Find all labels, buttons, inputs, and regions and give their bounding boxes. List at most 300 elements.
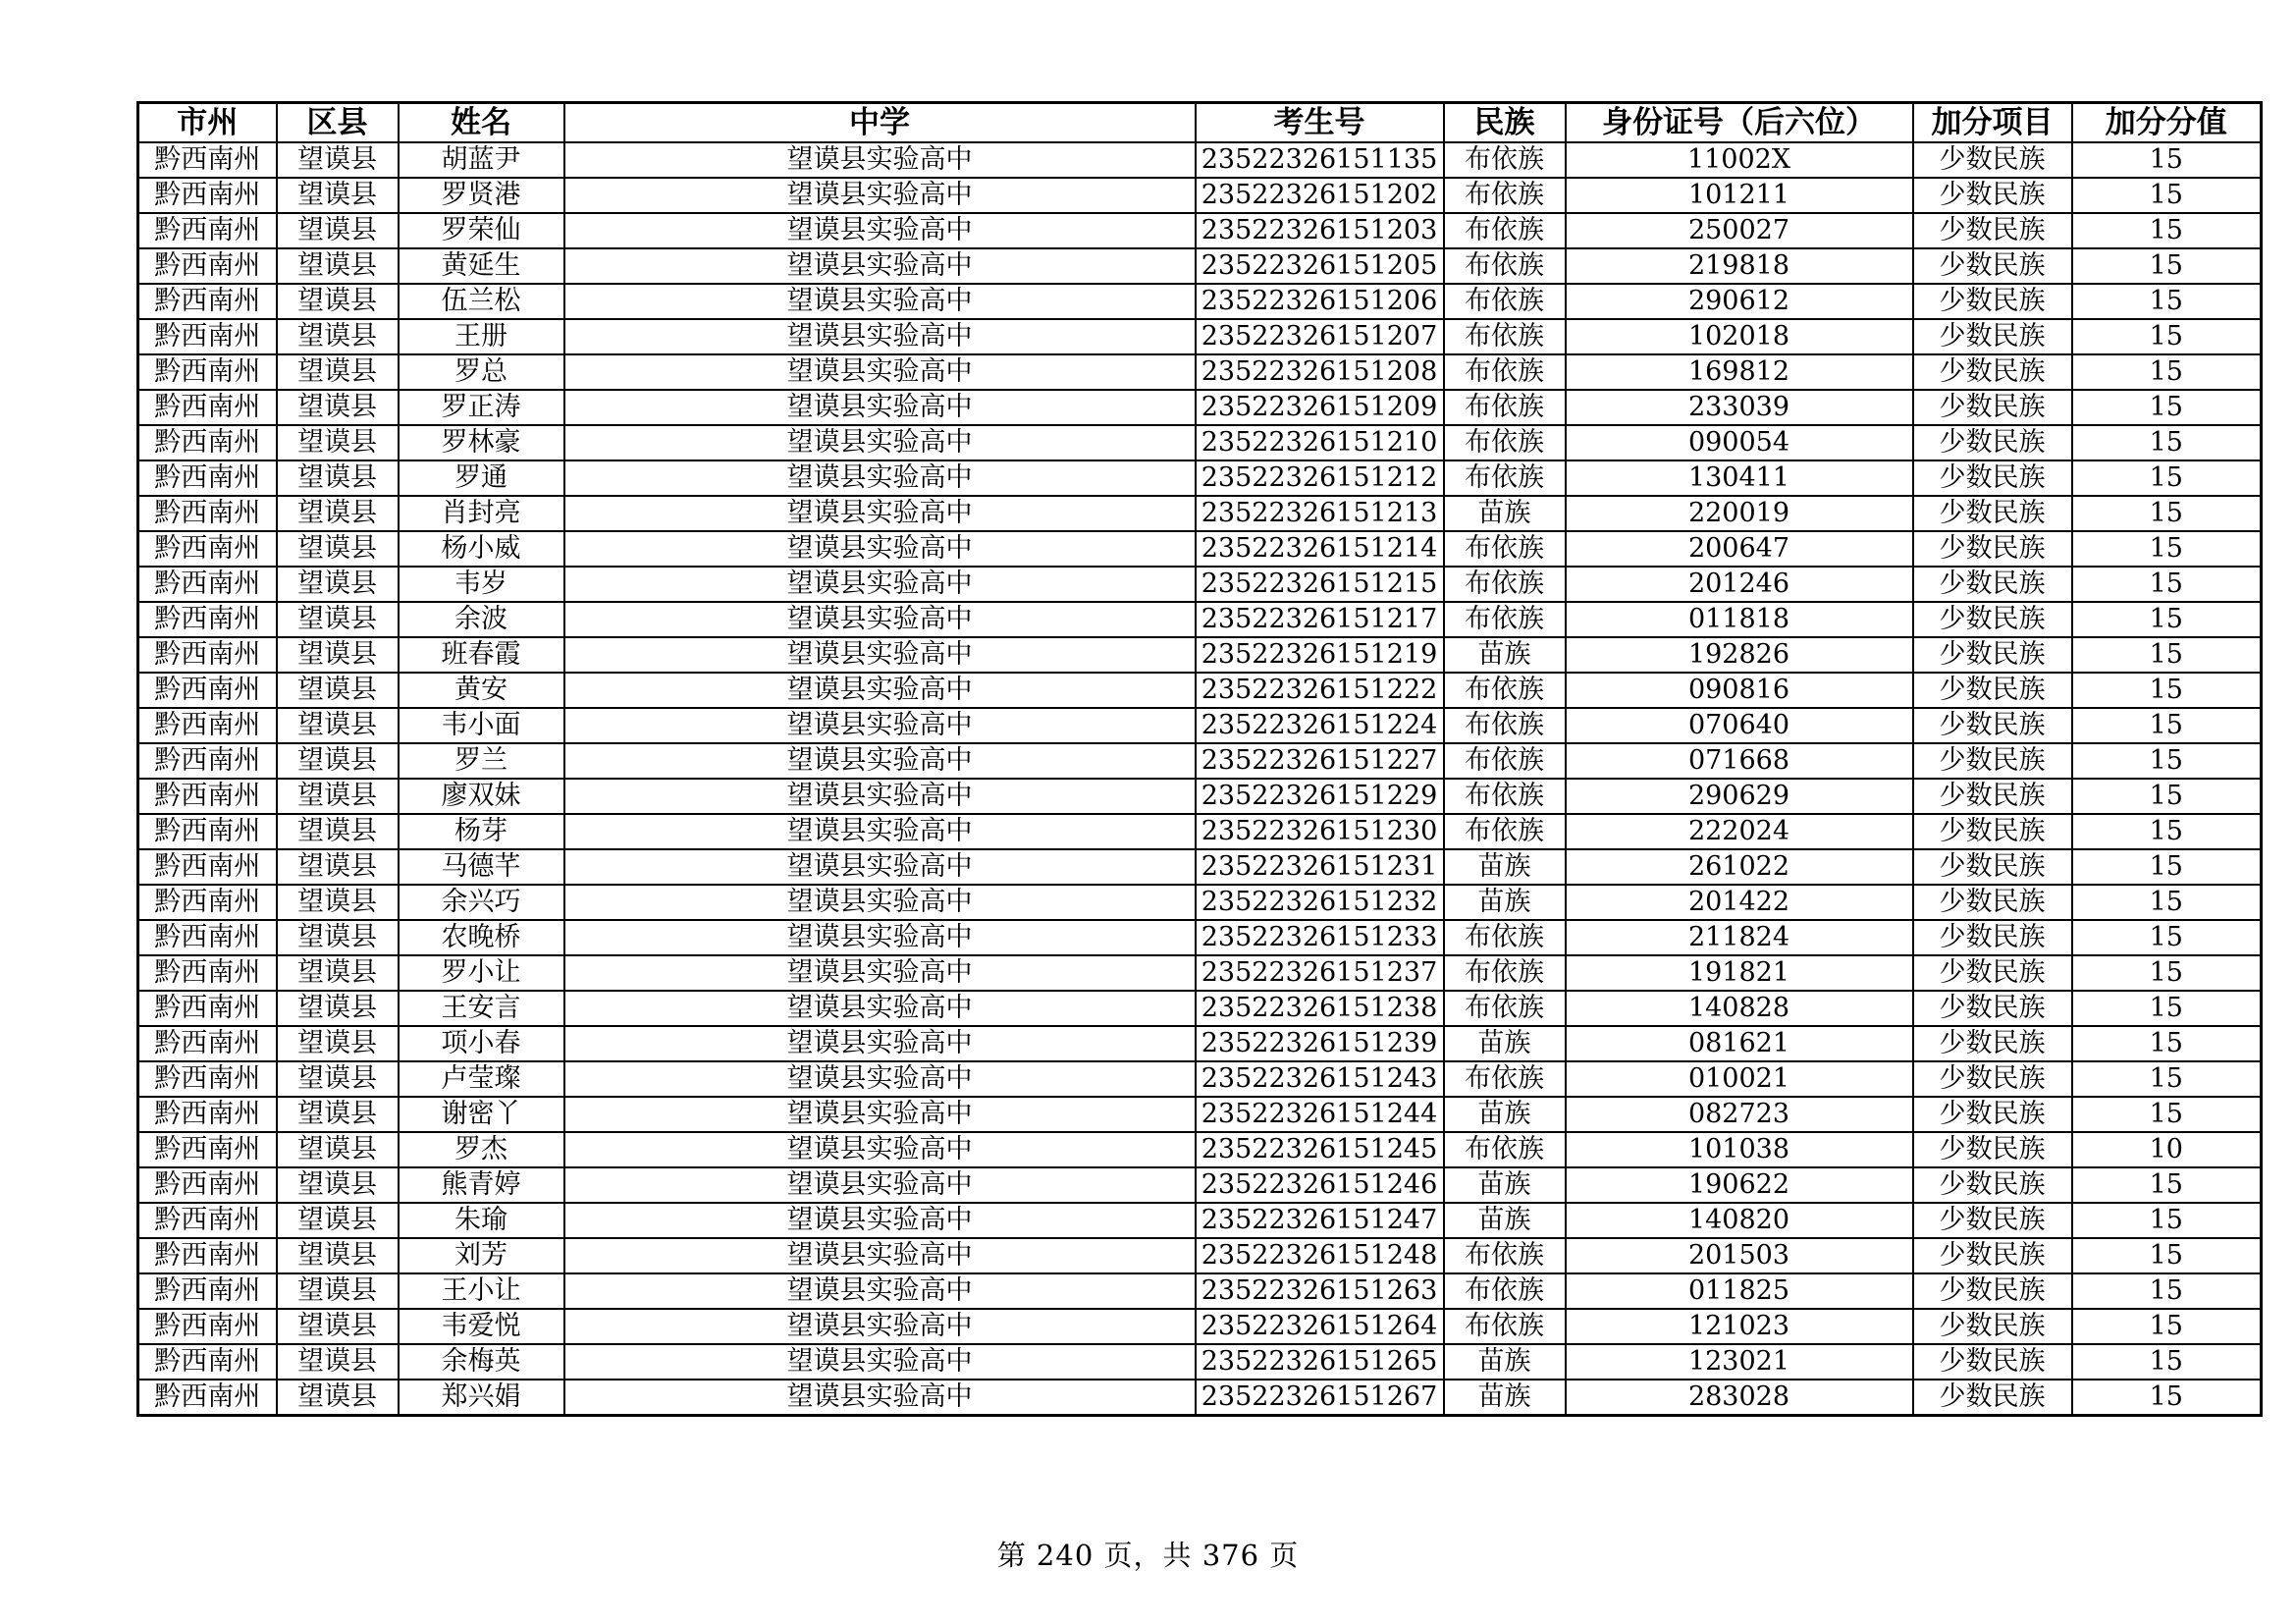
id-suffix-cell: 211824 [1566, 920, 1913, 955]
name-cell: 肖封亮 [399, 496, 564, 531]
county-cell: 望谟县 [277, 1203, 399, 1238]
bonus-item-cell: 少数民族 [1913, 1203, 2072, 1238]
city-cell: 黔西南州 [138, 1132, 277, 1167]
bonus-item-cell: 少数民族 [1913, 920, 2072, 955]
city-cell: 黔西南州 [138, 673, 277, 708]
bonus-item-cell: 少数民族 [1913, 673, 2072, 708]
county-cell: 望谟县 [277, 1238, 399, 1273]
school-cell: 望谟县实验高中 [564, 178, 1196, 213]
candidate-number-cell: 23522326151203 [1196, 213, 1444, 248]
city-cell: 黔西南州 [138, 390, 277, 425]
county-cell: 望谟县 [277, 284, 399, 319]
column-header-bonus-item: 加分项目 [1913, 103, 2072, 143]
city-cell: 黔西南州 [138, 1167, 277, 1203]
county-cell: 望谟县 [277, 955, 399, 991]
table-row [138, 531, 2262, 567]
ethnicity-cell: 布依族 [1444, 460, 1566, 496]
city-cell: 黔西南州 [138, 531, 277, 567]
table-row [138, 920, 2262, 955]
school-cell: 望谟县实验高中 [564, 1273, 1196, 1309]
city-cell: 黔西南州 [138, 1273, 277, 1309]
table-row [138, 885, 2262, 920]
ethnicity-cell: 苗族 [1444, 849, 1566, 885]
column-header-id-suffix: 身份证号（后六位） [1566, 103, 1913, 143]
candidate-number-cell: 23522326151230 [1196, 814, 1444, 849]
candidate-number-cell: 23522326151206 [1196, 284, 1444, 319]
name-cell: 韦岁 [399, 567, 564, 602]
school-cell: 望谟县实验高中 [564, 354, 1196, 390]
bonus-points-cell: 15 [2072, 531, 2262, 567]
ethnicity-cell: 布依族 [1444, 284, 1566, 319]
school-cell: 望谟县实验高中 [564, 460, 1196, 496]
name-cell: 罗正涛 [399, 390, 564, 425]
id-suffix-cell: 190622 [1566, 1167, 1913, 1203]
bonus-points-cell: 15 [2072, 1380, 2262, 1416]
school-cell: 望谟县实验高中 [564, 637, 1196, 673]
name-cell: 罗兰 [399, 743, 564, 779]
table-body [138, 142, 2262, 1416]
candidate-number-cell: 23522326151237 [1196, 955, 1444, 991]
county-cell: 望谟县 [277, 1097, 399, 1132]
ethnicity-cell: 布依族 [1444, 991, 1566, 1026]
bonus-item-cell: 少数民族 [1913, 284, 2072, 319]
column-header-candidate-number: 考生号 [1196, 103, 1444, 143]
name-cell: 朱瑜 [399, 1203, 564, 1238]
bonus-item-cell: 少数民族 [1913, 602, 2072, 637]
bonus-item-cell: 少数民族 [1913, 567, 2072, 602]
bonus-item-cell: 少数民族 [1913, 743, 2072, 779]
name-cell: 罗荣仙 [399, 213, 564, 248]
table-row [138, 460, 2262, 496]
county-cell: 望谟县 [277, 1273, 399, 1309]
id-suffix-cell: 082723 [1566, 1097, 1913, 1132]
name-cell: 罗总 [399, 354, 564, 390]
ethnicity-cell: 布依族 [1444, 955, 1566, 991]
bonus-points-cell: 15 [2072, 1026, 2262, 1061]
name-cell: 廖双妹 [399, 779, 564, 814]
id-suffix-cell: 011825 [1566, 1273, 1913, 1309]
ethnicity-cell: 布依族 [1444, 920, 1566, 955]
city-cell: 黔西南州 [138, 567, 277, 602]
table-row [138, 1273, 2262, 1309]
bonus-item-cell: 少数民族 [1913, 1132, 2072, 1167]
ethnicity-cell: 苗族 [1444, 1026, 1566, 1061]
candidate-number-cell: 23522326151210 [1196, 425, 1444, 460]
school-cell: 望谟县实验高中 [564, 142, 1196, 178]
id-suffix-cell: 010021 [1566, 1061, 1913, 1097]
name-cell: 班春霞 [399, 637, 564, 673]
ethnicity-cell: 苗族 [1444, 1344, 1566, 1380]
id-suffix-cell: 101211 [1566, 178, 1913, 213]
name-cell: 项小春 [399, 1026, 564, 1061]
bonus-item-cell: 少数民族 [1913, 991, 2072, 1026]
bonus-points-cell: 15 [2072, 496, 2262, 531]
bonus-points-cell: 15 [2072, 1203, 2262, 1238]
county-cell: 望谟县 [277, 779, 399, 814]
bonus-points-cell: 15 [2072, 1167, 2262, 1203]
bonus-item-cell: 少数民族 [1913, 955, 2072, 991]
name-cell: 王小让 [399, 1273, 564, 1309]
bonus-item-cell: 少数民族 [1913, 496, 2072, 531]
city-cell: 黔西南州 [138, 1097, 277, 1132]
county-cell: 望谟县 [277, 743, 399, 779]
city-cell: 黔西南州 [138, 1380, 277, 1416]
city-cell: 黔西南州 [138, 1203, 277, 1238]
table-row [138, 1167, 2262, 1203]
bonus-points-cell: 10 [2072, 1132, 2262, 1167]
ethnicity-cell: 布依族 [1444, 673, 1566, 708]
candidate-number-cell: 23522326151267 [1196, 1380, 1444, 1416]
school-cell: 望谟县实验高中 [564, 955, 1196, 991]
bonus-item-cell: 少数民族 [1913, 1238, 2072, 1273]
school-cell: 望谟县实验高中 [564, 779, 1196, 814]
ethnicity-cell: 苗族 [1444, 1380, 1566, 1416]
bonus-item-cell: 少数民族 [1913, 849, 2072, 885]
school-cell: 望谟县实验高中 [564, 849, 1196, 885]
bonus-points-cell: 15 [2072, 1061, 2262, 1097]
school-cell: 望谟县实验高中 [564, 531, 1196, 567]
bonus-points-cell: 15 [2072, 743, 2262, 779]
county-cell: 望谟县 [277, 1132, 399, 1167]
ethnicity-cell: 苗族 [1444, 1097, 1566, 1132]
table-row [138, 248, 2262, 284]
bonus-item-cell: 少数民族 [1913, 390, 2072, 425]
school-cell: 望谟县实验高中 [564, 496, 1196, 531]
county-cell: 望谟县 [277, 531, 399, 567]
county-cell: 望谟县 [277, 991, 399, 1026]
county-cell: 望谟县 [277, 425, 399, 460]
table-row [138, 1132, 2262, 1167]
id-suffix-cell: 201246 [1566, 567, 1913, 602]
bonus-item-cell: 少数民族 [1913, 1061, 2072, 1097]
ethnicity-cell: 布依族 [1444, 779, 1566, 814]
table-row [138, 213, 2262, 248]
bonus-item-cell: 少数民族 [1913, 460, 2072, 496]
bonus-points-cell: 15 [2072, 248, 2262, 284]
school-cell: 望谟县实验高中 [564, 567, 1196, 602]
bonus-points-cell: 15 [2072, 673, 2262, 708]
bonus-points-cell: 15 [2072, 213, 2262, 248]
id-suffix-cell: 192826 [1566, 637, 1913, 673]
id-suffix-cell: 071668 [1566, 743, 1913, 779]
id-suffix-cell: 123021 [1566, 1344, 1913, 1380]
candidate-number-cell: 23522326151224 [1196, 708, 1444, 743]
id-suffix-cell: 261022 [1566, 849, 1913, 885]
candidate-number-cell: 23522326151233 [1196, 920, 1444, 955]
candidate-number-cell: 23522326151246 [1196, 1167, 1444, 1203]
table-row [138, 1203, 2262, 1238]
city-cell: 黔西南州 [138, 920, 277, 955]
table-row [138, 1238, 2262, 1273]
name-cell: 罗杰 [399, 1132, 564, 1167]
candidate-number-cell: 23522326151219 [1196, 637, 1444, 673]
table-row [138, 637, 2262, 673]
id-suffix-cell: 090054 [1566, 425, 1913, 460]
table-row [138, 955, 2262, 991]
city-cell: 黔西南州 [138, 743, 277, 779]
name-cell: 农晚桥 [399, 920, 564, 955]
city-cell: 黔西南州 [138, 1344, 277, 1380]
bonus-item-cell: 少数民族 [1913, 637, 2072, 673]
name-cell: 伍兰松 [399, 284, 564, 319]
county-cell: 望谟县 [277, 142, 399, 178]
name-cell: 罗通 [399, 460, 564, 496]
school-cell: 望谟县实验高中 [564, 1238, 1196, 1273]
table-row [138, 425, 2262, 460]
school-cell: 望谟县实验高中 [564, 673, 1196, 708]
candidate-number-cell: 23522326151227 [1196, 743, 1444, 779]
city-cell: 黔西南州 [138, 1026, 277, 1061]
bonus-item-cell: 少数民族 [1913, 885, 2072, 920]
candidate-number-cell: 23522326151243 [1196, 1061, 1444, 1097]
bonus-item-cell: 少数民族 [1913, 248, 2072, 284]
ethnicity-cell: 布依族 [1444, 425, 1566, 460]
school-cell: 望谟县实验高中 [564, 743, 1196, 779]
county-cell: 望谟县 [277, 319, 399, 354]
id-suffix-cell: 220019 [1566, 496, 1913, 531]
candidate-number-cell: 23522326151212 [1196, 460, 1444, 496]
county-cell: 望谟县 [277, 567, 399, 602]
city-cell: 黔西南州 [138, 142, 277, 178]
table-row [138, 1309, 2262, 1344]
ethnicity-cell: 苗族 [1444, 637, 1566, 673]
table-row [138, 319, 2262, 354]
table-row [138, 779, 2262, 814]
candidate-number-cell: 23522326151222 [1196, 673, 1444, 708]
bonus-item-cell: 少数民族 [1913, 531, 2072, 567]
id-suffix-cell: 081621 [1566, 1026, 1913, 1061]
id-suffix-cell: 219818 [1566, 248, 1913, 284]
ethnicity-cell: 布依族 [1444, 390, 1566, 425]
city-cell: 黔西南州 [138, 1309, 277, 1344]
city-cell: 黔西南州 [138, 1238, 277, 1273]
school-cell: 望谟县实验高中 [564, 1061, 1196, 1097]
school-cell: 望谟县实验高中 [564, 920, 1196, 955]
school-cell: 望谟县实验高中 [564, 1380, 1196, 1416]
bonus-points-cell: 15 [2072, 991, 2262, 1026]
table-row [138, 1026, 2262, 1061]
bonus-item-cell: 少数民族 [1913, 1344, 2072, 1380]
candidate-number-cell: 23522326151217 [1196, 602, 1444, 637]
candidate-number-cell: 23522326151215 [1196, 567, 1444, 602]
bonus-item-cell: 少数民族 [1913, 319, 2072, 354]
bonus-item-cell: 少数民族 [1913, 142, 2072, 178]
city-cell: 黔西南州 [138, 178, 277, 213]
candidate-bonus-table [136, 101, 2263, 1417]
bonus-item-cell: 少数民族 [1913, 1097, 2072, 1132]
id-suffix-cell: 233039 [1566, 390, 1913, 425]
bonus-points-cell: 15 [2072, 567, 2262, 602]
table-row [138, 1380, 2262, 1416]
candidate-number-cell: 23522326151205 [1196, 248, 1444, 284]
bonus-item-cell: 少数民族 [1913, 708, 2072, 743]
ethnicity-cell: 布依族 [1444, 567, 1566, 602]
bonus-points-cell: 15 [2072, 779, 2262, 814]
column-header-county: 区县 [277, 103, 399, 143]
column-header-city: 市州 [138, 103, 277, 143]
county-cell: 望谟县 [277, 248, 399, 284]
ethnicity-cell: 布依族 [1444, 743, 1566, 779]
ethnicity-cell: 布依族 [1444, 248, 1566, 284]
name-cell: 罗林豪 [399, 425, 564, 460]
city-cell: 黔西南州 [138, 319, 277, 354]
ethnicity-cell: 布依族 [1444, 602, 1566, 637]
candidate-number-cell: 23522326151229 [1196, 779, 1444, 814]
id-suffix-cell: 191821 [1566, 955, 1913, 991]
id-suffix-cell: 130411 [1566, 460, 1913, 496]
school-cell: 望谟县实验高中 [564, 602, 1196, 637]
city-cell: 黔西南州 [138, 496, 277, 531]
school-cell: 望谟县实验高中 [564, 319, 1196, 354]
name-cell: 余梅英 [399, 1344, 564, 1380]
county-cell: 望谟县 [277, 602, 399, 637]
id-suffix-cell: 283028 [1566, 1380, 1913, 1416]
ethnicity-cell: 布依族 [1444, 178, 1566, 213]
table-row [138, 1344, 2262, 1380]
bonus-points-cell: 15 [2072, 602, 2262, 637]
bonus-item-cell: 少数民族 [1913, 1273, 2072, 1309]
bonus-points-cell: 15 [2072, 708, 2262, 743]
id-suffix-cell: 200647 [1566, 531, 1913, 567]
county-cell: 望谟县 [277, 1380, 399, 1416]
id-suffix-cell: 250027 [1566, 213, 1913, 248]
school-cell: 望谟县实验高中 [564, 1167, 1196, 1203]
school-cell: 望谟县实验高中 [564, 213, 1196, 248]
table-row [138, 743, 2262, 779]
bonus-points-cell: 15 [2072, 1309, 2262, 1344]
name-cell: 韦爱悦 [399, 1309, 564, 1344]
table-row [138, 849, 2262, 885]
bonus-points-cell: 15 [2072, 1344, 2262, 1380]
county-cell: 望谟县 [277, 496, 399, 531]
candidate-number-cell: 23522326151209 [1196, 390, 1444, 425]
school-cell: 望谟县实验高中 [564, 1344, 1196, 1380]
id-suffix-cell: 102018 [1566, 319, 1913, 354]
ethnicity-cell: 苗族 [1444, 885, 1566, 920]
ethnicity-cell: 苗族 [1444, 1203, 1566, 1238]
candidate-number-cell: 23522326151232 [1196, 885, 1444, 920]
city-cell: 黔西南州 [138, 637, 277, 673]
county-cell: 望谟县 [277, 708, 399, 743]
school-cell: 望谟县实验高中 [564, 1097, 1196, 1132]
city-cell: 黔西南州 [138, 779, 277, 814]
name-cell: 刘芳 [399, 1238, 564, 1273]
ethnicity-cell: 苗族 [1444, 1167, 1566, 1203]
city-cell: 黔西南州 [138, 708, 277, 743]
school-cell: 望谟县实验高中 [564, 284, 1196, 319]
id-suffix-cell: 290629 [1566, 779, 1913, 814]
table-row [138, 354, 2262, 390]
id-suffix-cell: 222024 [1566, 814, 1913, 849]
bonus-points-cell: 15 [2072, 319, 2262, 354]
county-cell: 望谟县 [277, 673, 399, 708]
bonus-item-cell: 少数民族 [1913, 1380, 2072, 1416]
county-cell: 望谟县 [277, 1026, 399, 1061]
ethnicity-cell: 布依族 [1444, 1132, 1566, 1167]
county-cell: 望谟县 [277, 814, 399, 849]
county-cell: 望谟县 [277, 1309, 399, 1344]
table-header-row [138, 103, 2262, 143]
city-cell: 黔西南州 [138, 849, 277, 885]
county-cell: 望谟县 [277, 637, 399, 673]
table-row [138, 390, 2262, 425]
school-cell: 望谟县实验高中 [564, 1203, 1196, 1238]
name-cell: 黄延生 [399, 248, 564, 284]
name-cell: 黄安 [399, 673, 564, 708]
candidate-number-cell: 23522326151239 [1196, 1026, 1444, 1061]
candidate-number-cell: 23522326151238 [1196, 991, 1444, 1026]
ethnicity-cell: 布依族 [1444, 354, 1566, 390]
candidate-number-cell: 23522326151248 [1196, 1238, 1444, 1273]
bonus-points-cell: 15 [2072, 1238, 2262, 1273]
name-cell: 熊青婷 [399, 1167, 564, 1203]
candidate-number-cell: 23522326151244 [1196, 1097, 1444, 1132]
county-cell: 望谟县 [277, 178, 399, 213]
county-cell: 望谟县 [277, 1344, 399, 1380]
page-number: 第 240 页，共 376 页 [996, 1539, 1300, 1572]
table-row [138, 814, 2262, 849]
id-suffix-cell: 140828 [1566, 991, 1913, 1026]
bonus-points-cell: 15 [2072, 354, 2262, 390]
city-cell: 黔西南州 [138, 248, 277, 284]
name-cell: 王安言 [399, 991, 564, 1026]
school-cell: 望谟县实验高中 [564, 991, 1196, 1026]
school-cell: 望谟县实验高中 [564, 814, 1196, 849]
candidate-number-cell: 23522326151213 [1196, 496, 1444, 531]
bonus-points-cell: 15 [2072, 849, 2262, 885]
name-cell: 罗小让 [399, 955, 564, 991]
city-cell: 黔西南州 [138, 991, 277, 1026]
ethnicity-cell: 布依族 [1444, 814, 1566, 849]
table-row [138, 284, 2262, 319]
candidate-number-cell: 23522326151214 [1196, 531, 1444, 567]
county-cell: 望谟县 [277, 354, 399, 390]
school-cell: 望谟县实验高中 [564, 390, 1196, 425]
candidate-number-cell: 23522326151245 [1196, 1132, 1444, 1167]
city-cell: 黔西南州 [138, 1061, 277, 1097]
bonus-item-cell: 少数民族 [1913, 814, 2072, 849]
ethnicity-cell: 布依族 [1444, 1061, 1566, 1097]
name-cell: 王册 [399, 319, 564, 354]
city-cell: 黔西南州 [138, 354, 277, 390]
name-cell: 胡蓝尹 [399, 142, 564, 178]
city-cell: 黔西南州 [138, 814, 277, 849]
name-cell: 马德芊 [399, 849, 564, 885]
table-row [138, 1061, 2262, 1097]
school-cell: 望谟县实验高中 [564, 885, 1196, 920]
id-suffix-cell: 090816 [1566, 673, 1913, 708]
name-cell: 卢莹璨 [399, 1061, 564, 1097]
candidate-number-cell: 23522326151247 [1196, 1203, 1444, 1238]
id-suffix-cell: 011818 [1566, 602, 1913, 637]
id-suffix-cell: 169812 [1566, 354, 1913, 390]
county-cell: 望谟县 [277, 885, 399, 920]
name-cell: 杨小威 [399, 531, 564, 567]
id-suffix-cell: 101038 [1566, 1132, 1913, 1167]
bonus-points-cell: 15 [2072, 460, 2262, 496]
bonus-item-cell: 少数民族 [1913, 779, 2072, 814]
name-cell: 韦小面 [399, 708, 564, 743]
school-cell: 望谟县实验高中 [564, 1309, 1196, 1344]
column-header-school: 中学 [564, 103, 1196, 143]
id-suffix-cell: 201503 [1566, 1238, 1913, 1273]
ethnicity-cell: 布依族 [1444, 531, 1566, 567]
name-cell: 杨芽 [399, 814, 564, 849]
school-cell: 望谟县实验高中 [564, 1026, 1196, 1061]
id-suffix-cell: 201422 [1566, 885, 1913, 920]
city-cell: 黔西南州 [138, 213, 277, 248]
ethnicity-cell: 布依族 [1444, 708, 1566, 743]
